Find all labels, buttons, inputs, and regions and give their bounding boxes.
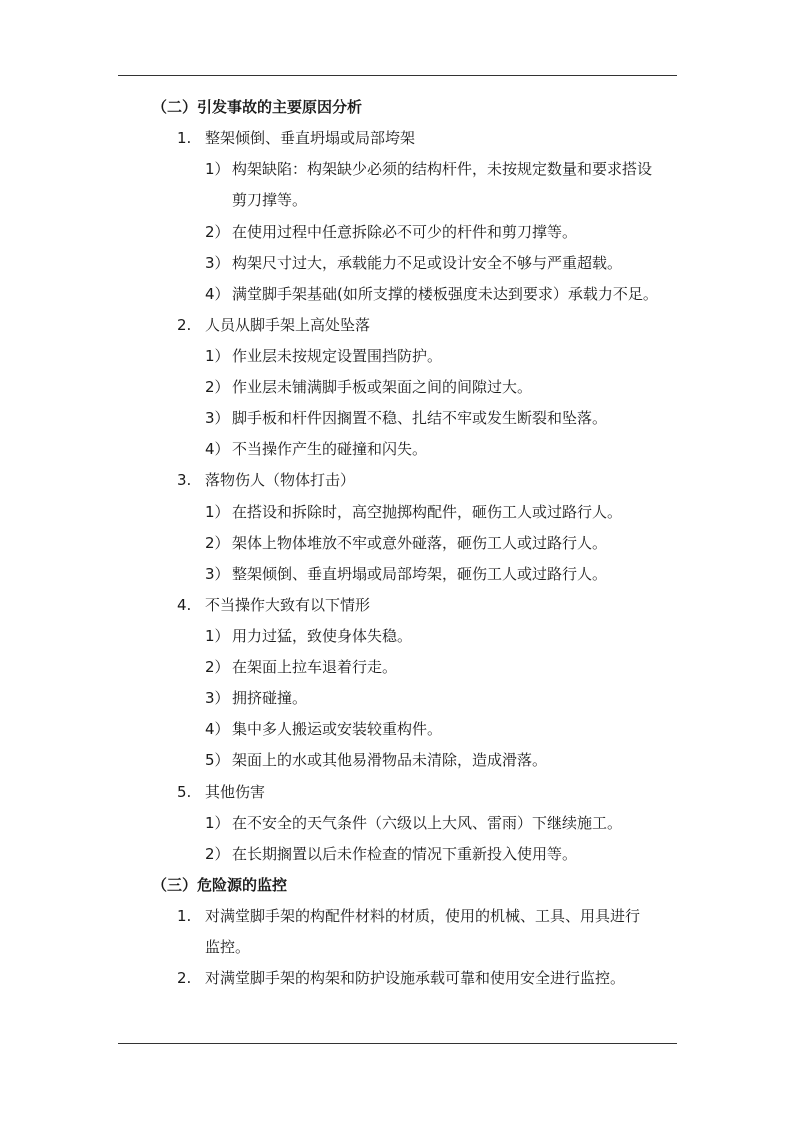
sub-item-text: 在长期搁置以后未作检查的情况下重新投入使用等。 [232, 845, 578, 863]
sub-item-text: 集中多人搬运或安装较重构件。 [232, 720, 443, 738]
numbered-item [177, 315, 370, 335]
section-heading-causes: （二）引发事故的主要原因分析 [152, 98, 363, 116]
sub-item-text: 构架缺陷：构架缺少必须的结构杆件，未按规定数量和要求搭设 [232, 160, 653, 178]
sub-item [205, 626, 412, 646]
sub-item-text: 在使用过程中任意拆除必不可少的杆件和剪刀撑等。 [232, 223, 578, 241]
numbered-item [177, 906, 640, 926]
sub-item-number: 2） [205, 658, 230, 676]
sub-item-number: 1） [205, 814, 230, 832]
sub-item-number: 1） [205, 627, 230, 645]
sub-item [205, 719, 442, 739]
sub-item [205, 750, 547, 770]
sub-item [205, 222, 577, 242]
numbered-item [177, 782, 265, 802]
sub-item [205, 813, 622, 833]
sub-item [205, 284, 658, 304]
item-label: 其他伤害 [205, 783, 266, 801]
sub-item-text: 在不安全的天气条件（六级以上大风、雷雨）下继续施工。 [232, 814, 623, 832]
sub-item-text: 不当操作产生的碰撞和闪失。 [232, 440, 428, 458]
item-number: 3. [177, 471, 192, 489]
sub-item-number: 2） [205, 223, 230, 241]
sub-item [205, 408, 607, 428]
item-number: 2. [177, 316, 192, 334]
sub-item-number: 1） [205, 347, 230, 365]
sub-item-number: 5） [205, 751, 230, 769]
sub-item-number: 1） [205, 503, 230, 521]
item-number: 5. [177, 783, 192, 801]
sub-item-text: 架面上的水或其他易滑物品未清除，造成滑落。 [232, 751, 548, 769]
sub-item-number: 2） [205, 378, 230, 396]
sub-item-text: 构架尺寸过大，承载能力不足或设计安全不够与严重超载。 [232, 254, 623, 272]
sub-item [205, 439, 427, 459]
footer-rule [118, 1043, 677, 1044]
sub-item-text: 整架倾倒、垂直坍塌或局部垮架，砸伤工人或过路行人。 [232, 565, 608, 583]
sub-item-text: 在搭设和拆除时，高空抛掷构配件，砸伤工人或过路行人。 [232, 503, 623, 521]
numbered-item [177, 128, 415, 148]
item-number: 2. [177, 969, 192, 987]
sub-item [205, 346, 442, 366]
sub-item-number: 2） [205, 534, 230, 552]
item-number: 4. [177, 596, 192, 614]
sub-item [205, 502, 622, 522]
numbered-item [177, 595, 370, 615]
sub-item-number: 3） [205, 409, 230, 427]
sub-item-number: 3） [205, 689, 230, 707]
sub-item [205, 377, 532, 397]
sub-item [205, 564, 607, 584]
item-label: 不当操作大致有以下情形 [205, 596, 371, 614]
numbered-item [177, 470, 355, 490]
sub-item-text: 脚手板和杆件因搁置不稳、扎结不牢或发生断裂和坠落。 [232, 409, 608, 427]
sub-item-number: 4） [205, 720, 230, 738]
item-label: 整架倾倒、垂直坍塌或局部垮架 [205, 129, 416, 147]
sub-item-text: 用力过猛，致使身体失稳。 [232, 627, 413, 645]
sub-item [205, 533, 607, 553]
sub-item [205, 688, 307, 708]
sub-item-continuation: 剪刀撑等。 [232, 191, 308, 209]
item-number: 1. [177, 907, 192, 925]
sub-item-text: 满堂脚手架基础(如所支撑的楼板强度未达到要求）承载力不足。 [232, 285, 658, 303]
sub-item-text: 作业层未按规定设置围挡防护。 [232, 347, 443, 365]
header-rule [118, 75, 677, 76]
item-continuation: 监控。 [205, 938, 251, 956]
sub-item [205, 657, 397, 677]
sub-item-number: 4） [205, 285, 230, 303]
section-heading-monitoring: （三）危险源的监控 [152, 876, 288, 894]
sub-item-number: 4） [205, 440, 230, 458]
sub-item [205, 159, 652, 179]
sub-item-text: 架体上物体堆放不牢或意外碰落，砸伤工人或过路行人。 [232, 534, 608, 552]
sub-item-number: 1） [205, 160, 230, 178]
sub-item [205, 844, 577, 864]
sub-item-text: 作业层未铺满脚手板或架面之间的间隙过大。 [232, 378, 533, 396]
item-text: 对满堂脚手架的构架和防护设施承载可靠和使用安全进行监控。 [205, 969, 626, 987]
sub-item-number: 3） [205, 565, 230, 583]
sub-item-text: 拥挤碰撞。 [232, 689, 308, 707]
numbered-item [177, 968, 625, 988]
sub-item-number: 2） [205, 845, 230, 863]
item-number: 1. [177, 129, 192, 147]
item-label: 落物伤人（物体打击） [205, 471, 356, 489]
sub-item-text: 在架面上拉车退着行走。 [232, 658, 398, 676]
sub-item-number: 3） [205, 254, 230, 272]
sub-item [205, 253, 622, 273]
item-label: 人员从脚手架上高处坠落 [205, 316, 371, 334]
item-text: 对满堂脚手架的构配件材料的材质，使用的机械、工具、用具进行 [205, 907, 641, 925]
